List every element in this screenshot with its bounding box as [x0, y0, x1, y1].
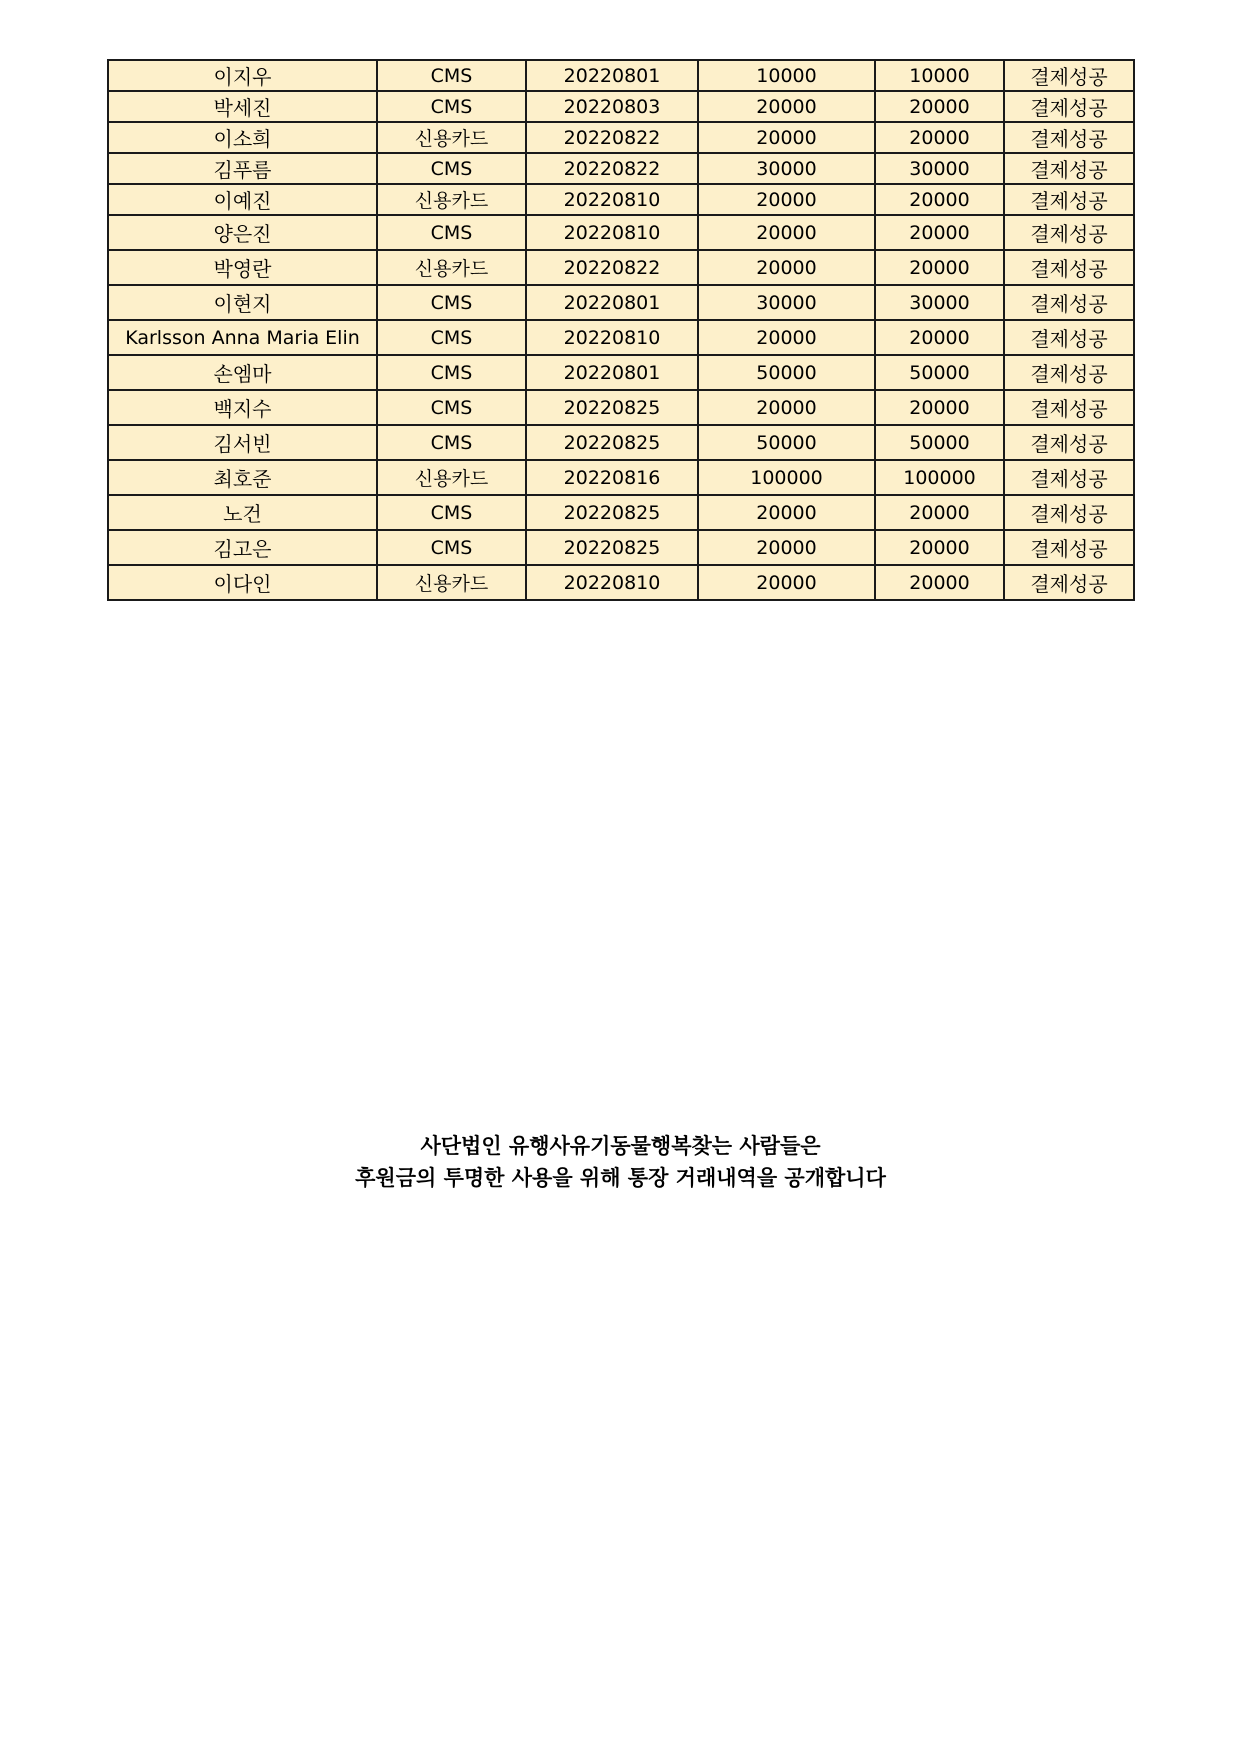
payment-date-cell: 20220825	[526, 530, 698, 565]
amount-requested-cell: 50000	[698, 425, 875, 460]
amount-requested-cell: 30000	[698, 153, 875, 184]
donor-name-cell: 최호준	[108, 460, 377, 495]
table-row	[108, 320, 1134, 355]
payment-method-cell: 신용카드	[377, 565, 526, 600]
table-row	[108, 390, 1134, 425]
table-row	[108, 122, 1134, 153]
payment-method-cell: 신용카드	[377, 250, 526, 285]
amount-requested-cell: 100000	[698, 460, 875, 495]
amount-requested-cell: 20000	[698, 122, 875, 153]
amount-paid-cell: 20000	[875, 320, 1004, 355]
donor-name-cell: 이소희	[108, 122, 377, 153]
amount-requested-cell: 20000	[698, 530, 875, 565]
donor-name-cell: 박영란	[108, 250, 377, 285]
donor-name-cell: 김고은	[108, 530, 377, 565]
payment-status-cell: 결제성공	[1004, 122, 1134, 153]
payment-date-cell: 20220822	[526, 122, 698, 153]
amount-paid-cell: 20000	[875, 184, 1004, 215]
table-row	[108, 425, 1134, 460]
amount-paid-cell: 20000	[875, 122, 1004, 153]
payment-date-cell: 20220803	[526, 91, 698, 122]
payment-status-cell: 결제성공	[1004, 184, 1134, 215]
payment-status-cell: 결제성공	[1004, 91, 1134, 122]
payment-method-cell: CMS	[377, 425, 526, 460]
payment-method-cell: CMS	[377, 91, 526, 122]
payment-method-cell: CMS	[377, 355, 526, 390]
table-row	[108, 495, 1134, 530]
payment-method-cell: 신용카드	[377, 122, 526, 153]
table-row	[108, 285, 1134, 320]
amount-paid-cell: 20000	[875, 215, 1004, 250]
payment-status-cell: 결제성공	[1004, 285, 1134, 320]
payment-method-cell: CMS	[377, 153, 526, 184]
table-row	[108, 250, 1134, 285]
amount-paid-cell: 50000	[875, 355, 1004, 390]
table-row	[108, 60, 1134, 91]
amount-requested-cell: 20000	[698, 495, 875, 530]
donor-name-cell: 양은진	[108, 215, 377, 250]
payment-status-cell: 결제성공	[1004, 320, 1134, 355]
payment-method-cell: CMS	[377, 215, 526, 250]
payment-method-cell: 신용카드	[377, 184, 526, 215]
payment-status-cell: 결제성공	[1004, 153, 1134, 184]
amount-requested-cell: 20000	[698, 184, 875, 215]
payment-date-cell: 20220825	[526, 495, 698, 530]
donor-name-cell: 노건	[108, 495, 377, 530]
amount-paid-cell: 100000	[875, 460, 1004, 495]
payment-date-cell: 20220816	[526, 460, 698, 495]
payment-date-cell: 20220801	[526, 355, 698, 390]
amount-paid-cell: 20000	[875, 91, 1004, 122]
amount-requested-cell: 50000	[698, 355, 875, 390]
notice-line-2: 후원금의 투명한 사용을 위해 통장 거래내역을 공개합니다	[355, 1166, 886, 1190]
table-row	[108, 565, 1134, 600]
amount-requested-cell: 20000	[698, 390, 875, 425]
payment-method-cell: 신용카드	[377, 460, 526, 495]
donor-name-cell: 김서빈	[108, 425, 377, 460]
amount-requested-cell: 20000	[698, 91, 875, 122]
table-row	[108, 530, 1134, 565]
donor-name-cell: 김푸름	[108, 153, 377, 184]
donor-name-cell: Karlsson Anna Maria Elin	[108, 320, 377, 355]
payment-method-cell: CMS	[377, 285, 526, 320]
payment-status-cell: 결제성공	[1004, 530, 1134, 565]
amount-paid-cell: 20000	[875, 495, 1004, 530]
table-row	[108, 215, 1134, 250]
payment-date-cell: 20220825	[526, 390, 698, 425]
donor-name-cell: 이예진	[108, 184, 377, 215]
payment-date-cell: 20220801	[526, 285, 698, 320]
donor-name-cell: 손엠마	[108, 355, 377, 390]
payment-status-cell: 결제성공	[1004, 355, 1134, 390]
amount-paid-cell: 20000	[875, 390, 1004, 425]
amount-requested-cell: 20000	[698, 320, 875, 355]
donor-name-cell: 박세진	[108, 91, 377, 122]
donor-name-cell: 이현지	[108, 285, 377, 320]
amount-paid-cell: 30000	[875, 153, 1004, 184]
payment-status-cell: 결제성공	[1004, 60, 1134, 91]
donor-name-cell: 이지우	[108, 60, 377, 91]
table-row	[108, 355, 1134, 390]
payment-date-cell: 20220825	[526, 425, 698, 460]
amount-paid-cell: 20000	[875, 530, 1004, 565]
amount-requested-cell: 20000	[698, 565, 875, 600]
payment-status-cell: 결제성공	[1004, 390, 1134, 425]
payment-status-cell: 결제성공	[1004, 215, 1134, 250]
table-row	[108, 184, 1134, 215]
payment-date-cell: 20220810	[526, 184, 698, 215]
amount-paid-cell: 50000	[875, 425, 1004, 460]
table-row	[108, 153, 1134, 184]
amount-paid-cell: 20000	[875, 565, 1004, 600]
donor-name-cell: 백지수	[108, 390, 377, 425]
payment-date-cell: 20220822	[526, 250, 698, 285]
payment-date-cell: 20220810	[526, 215, 698, 250]
payment-method-cell: CMS	[377, 390, 526, 425]
disclosure-notice	[0, 1130, 1241, 1194]
donation-table-body	[108, 60, 1134, 600]
amount-requested-cell: 30000	[698, 285, 875, 320]
payment-status-cell: 결제성공	[1004, 495, 1134, 530]
amount-requested-cell: 20000	[698, 215, 875, 250]
payment-date-cell: 20220810	[526, 565, 698, 600]
payment-method-cell: CMS	[377, 320, 526, 355]
payment-status-cell: 결제성공	[1004, 425, 1134, 460]
donation-table	[107, 59, 1135, 601]
payment-status-cell: 결제성공	[1004, 460, 1134, 495]
amount-paid-cell: 10000	[875, 60, 1004, 91]
payment-date-cell: 20220822	[526, 153, 698, 184]
amount-paid-cell: 30000	[875, 285, 1004, 320]
payment-status-cell: 결제성공	[1004, 565, 1134, 600]
payment-date-cell: 20220801	[526, 60, 698, 91]
amount-paid-cell: 20000	[875, 250, 1004, 285]
table-row	[108, 460, 1134, 495]
payment-status-cell: 결제성공	[1004, 250, 1134, 285]
table-row	[108, 91, 1134, 122]
payment-method-cell: CMS	[377, 530, 526, 565]
amount-requested-cell: 20000	[698, 250, 875, 285]
payment-method-cell: CMS	[377, 495, 526, 530]
payment-method-cell: CMS	[377, 60, 526, 91]
donor-name-cell: 이다인	[108, 565, 377, 600]
payment-date-cell: 20220810	[526, 320, 698, 355]
amount-requested-cell: 10000	[698, 60, 875, 91]
notice-line-1: 사단법인 유행사유기동물행복찾는 사람들은	[420, 1134, 821, 1158]
